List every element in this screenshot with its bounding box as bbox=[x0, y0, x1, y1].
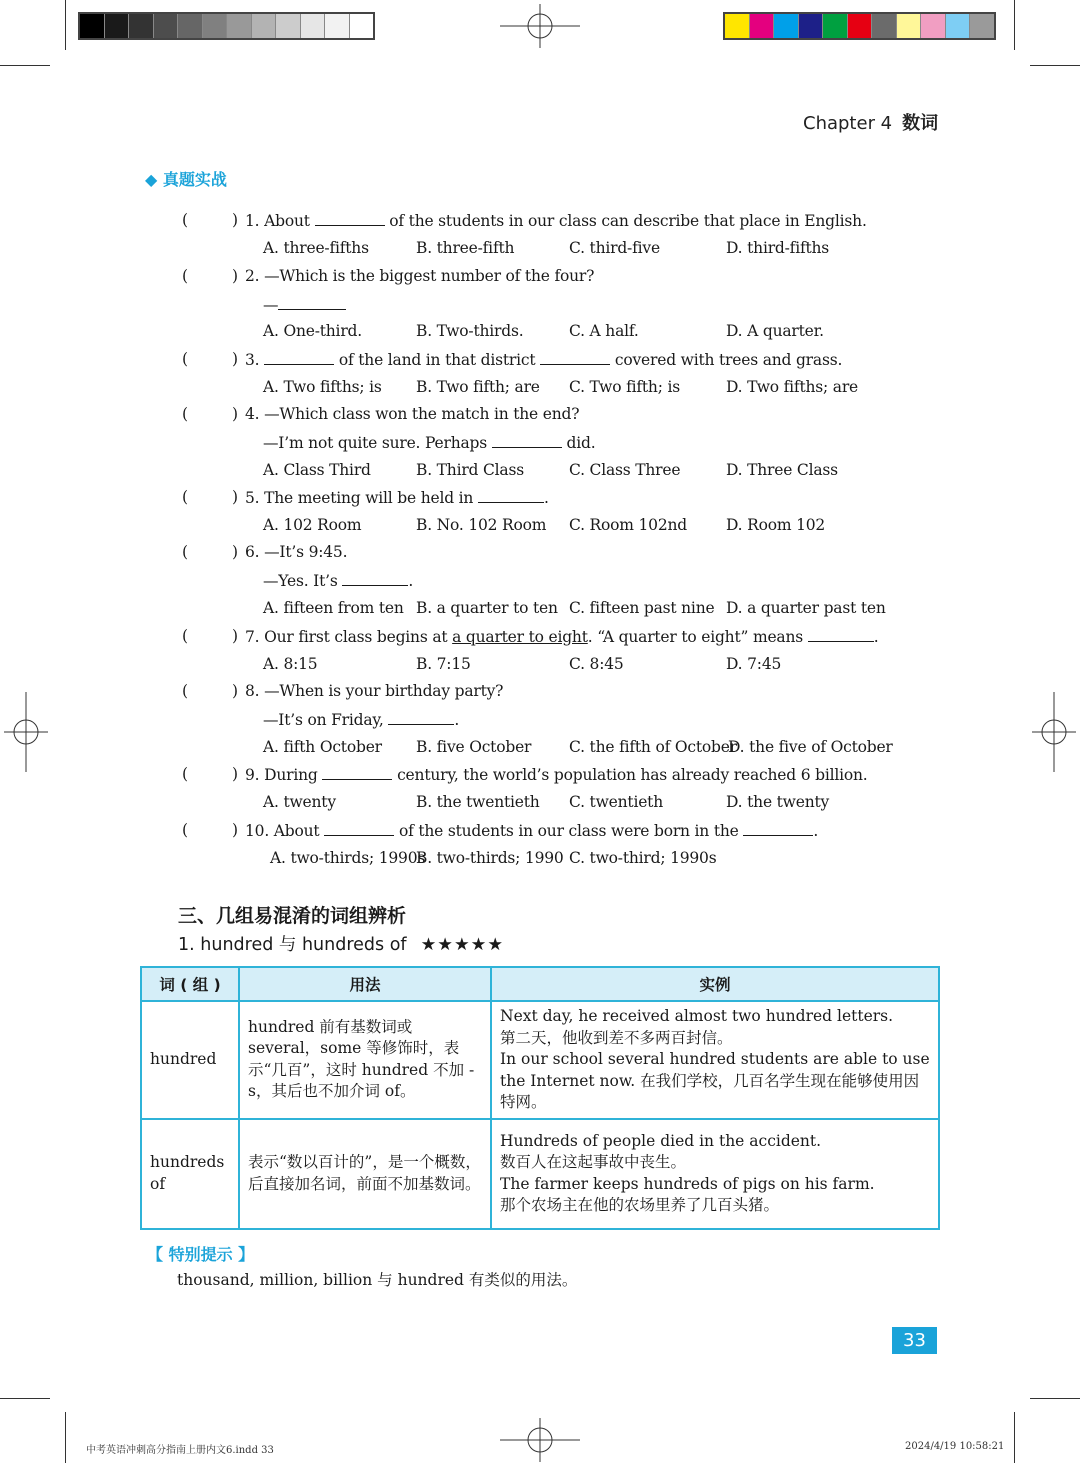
example-line: Next day, he received almost two hundred letters. bbox=[500, 1007, 894, 1025]
option-b: B. Two-thirds. bbox=[416, 322, 524, 340]
question-4: 4. —Which class won the match in the end? bbox=[245, 405, 580, 423]
gray-swatch bbox=[227, 14, 252, 38]
blank bbox=[264, 350, 334, 365]
option-d: D. Three Class bbox=[726, 461, 838, 479]
process-color-bar bbox=[723, 12, 996, 40]
answer-paren: ) bbox=[232, 821, 239, 839]
option-d: D. the twenty bbox=[726, 793, 830, 811]
gray-swatch bbox=[252, 14, 277, 38]
page-number: 33 bbox=[892, 1327, 937, 1354]
option-b: B. 7:15 bbox=[416, 655, 471, 673]
example-line: 那个农场主在他的农场里养了几百头猪。 bbox=[500, 1196, 780, 1214]
answer-paren: ) bbox=[232, 350, 239, 368]
underlined-phrase: a quarter to eight bbox=[452, 628, 588, 646]
table-row bbox=[141, 1119, 939, 1229]
option-d: D. Two fifths; are bbox=[726, 378, 859, 396]
subtitle-text: 1. hundred 与 hundreds of bbox=[178, 935, 407, 955]
question-2-answer-line: — bbox=[263, 295, 346, 314]
example-line: The farmer keeps hundreds of pigs on his farm. bbox=[500, 1174, 875, 1193]
special-tip-heading: 【 特别提示 】 bbox=[147, 1245, 255, 1264]
table-row bbox=[141, 1001, 939, 1119]
star-rating: ★★★★★ bbox=[420, 935, 505, 955]
answer-paren: ( bbox=[182, 211, 189, 229]
color-swatch bbox=[725, 14, 750, 38]
gray-color-bar bbox=[78, 12, 375, 40]
option-a: A. three-fifths bbox=[263, 239, 369, 257]
gray-swatch bbox=[80, 14, 105, 38]
blank bbox=[492, 433, 562, 448]
answer-paren: ( bbox=[182, 821, 189, 839]
option-c: C. Two fifth; is bbox=[569, 378, 680, 396]
blank bbox=[743, 821, 813, 836]
option-b: B. a quarter to ten bbox=[416, 599, 558, 617]
answer-paren: ) bbox=[232, 211, 239, 229]
usage-table bbox=[140, 966, 940, 1230]
option-a: A. Class Third bbox=[263, 461, 371, 479]
option-a: A. fifth October bbox=[263, 738, 382, 756]
gray-swatch bbox=[178, 14, 203, 38]
color-swatch bbox=[799, 14, 824, 38]
answer-paren: ) bbox=[232, 682, 239, 700]
option-c: C. the fifth of October bbox=[569, 738, 737, 756]
answer-paren: ( bbox=[182, 267, 189, 285]
example-line: 数百人在这起事故中丧生。 bbox=[500, 1153, 687, 1171]
chapter-number: Chapter 4 bbox=[803, 113, 893, 134]
example-line: 第二天，他收到差不多两百封信。 bbox=[500, 1028, 733, 1047]
gray-swatch bbox=[325, 14, 350, 38]
option-b: B. Third Class bbox=[416, 461, 524, 479]
answer-paren: ) bbox=[232, 405, 239, 423]
option-d: D. Room 102 bbox=[726, 516, 826, 534]
option-c: C. Room 102nd bbox=[569, 516, 688, 534]
answer-paren: ( bbox=[182, 627, 189, 645]
registration-mark-left bbox=[4, 692, 48, 772]
option-d: D. A quarter. bbox=[726, 322, 824, 340]
section-3-title: 三、几组易混淆的词组辨析 bbox=[178, 905, 407, 927]
gray-swatch bbox=[203, 14, 228, 38]
option-a: A. two-thirds; 1990s bbox=[270, 849, 426, 867]
examples-cell bbox=[491, 1001, 939, 1119]
option-b: B. two-thirds; 1990 bbox=[416, 849, 564, 867]
color-swatch bbox=[750, 14, 775, 38]
chapter-title: 数词 bbox=[902, 113, 939, 134]
option-c: C. fifteen past nine bbox=[569, 599, 715, 617]
question-1: 1. About of the students in our class can describe that place in English. bbox=[245, 212, 867, 230]
section-heading: ◆ 真题实战 bbox=[145, 170, 227, 189]
option-a: A. One-third. bbox=[263, 322, 362, 340]
question-7: 7. Our first class begins at a quarter to eight. “A quarter to eight” means . bbox=[245, 628, 879, 646]
column-header-usage: 用法 bbox=[239, 967, 491, 1001]
option-c: C. twentieth bbox=[569, 793, 663, 811]
option-a: A. 102 Room bbox=[263, 516, 362, 534]
answer-paren: ) bbox=[232, 627, 239, 645]
question-6-answer-line: —Yes. It’s . bbox=[263, 572, 414, 590]
option-c: C. A half. bbox=[569, 322, 639, 340]
answer-paren: ( bbox=[182, 682, 189, 700]
answer-paren: ) bbox=[232, 488, 239, 506]
color-swatch bbox=[946, 14, 971, 38]
option-b: B. three-fifth bbox=[416, 239, 515, 257]
option-c: C. Class Three bbox=[569, 461, 681, 479]
answer-paren: ( bbox=[182, 543, 189, 561]
color-swatch bbox=[823, 14, 848, 38]
question-9: 9. During century, the world’s population has already reached 6 billion. bbox=[245, 766, 868, 784]
option-d: D. a quarter past ten bbox=[726, 599, 886, 617]
option-a: A. fifteen from ten bbox=[263, 599, 404, 617]
option-b: B. Two fifth; are bbox=[416, 378, 540, 396]
option-d: D. the five of October bbox=[728, 738, 893, 756]
option-a: A. twenty bbox=[263, 793, 336, 811]
usage-cell: hundred 前有基数词或 several，some 等修饰时，表示“几百”，这时 hundred 不加 -s，其后也不加介词 of。 bbox=[239, 1001, 491, 1119]
color-swatch bbox=[848, 14, 873, 38]
blank bbox=[324, 821, 394, 836]
question-8-answer-line: —It’s on Friday, . bbox=[263, 711, 460, 729]
color-swatch bbox=[774, 14, 799, 38]
color-swatch bbox=[921, 14, 946, 38]
answer-paren: ( bbox=[182, 488, 189, 506]
option-b: B. the twentieth bbox=[416, 793, 540, 811]
question-4-answer-line: —I’m not quite sure. Perhaps did. bbox=[263, 434, 596, 452]
color-swatch bbox=[897, 14, 922, 38]
special-tip-text: thousand, million, billion 与 hundred 有类似的用法。 bbox=[177, 1271, 578, 1289]
gray-swatch bbox=[301, 14, 326, 38]
column-header-examples: 实例 bbox=[491, 967, 939, 1001]
option-c: C. 8:45 bbox=[569, 655, 624, 673]
term-cell: hundred bbox=[141, 1001, 239, 1119]
section-3-subtitle bbox=[178, 931, 504, 956]
option-a: A. Two fifths; is bbox=[263, 378, 382, 396]
blank bbox=[478, 488, 544, 503]
question-5: 5. The meeting will be held in . bbox=[245, 489, 549, 507]
question-3: 3. of the land in that district covered with trees and grass. bbox=[245, 351, 843, 369]
answer-paren: ) bbox=[232, 765, 239, 783]
column-header-term: 词 ( 组 ) bbox=[141, 967, 239, 1001]
answer-paren: ) bbox=[232, 267, 239, 285]
blank bbox=[315, 211, 385, 226]
example-line: In our school several hundred students are able to use the Internet now. 在我们学校，几百名学生现在能够使用因特网。 bbox=[500, 1050, 930, 1111]
blank bbox=[342, 571, 408, 586]
blank bbox=[388, 710, 454, 725]
slug-date: 2024/4/19 10:58:21 bbox=[905, 1441, 1005, 1452]
registration-mark-right bbox=[1032, 692, 1076, 772]
option-a: A. 8:15 bbox=[263, 655, 318, 673]
option-d: D. 7:45 bbox=[726, 655, 782, 673]
option-b: B. No. 102 Room bbox=[416, 516, 547, 534]
example-line: Hundreds of people died in the accident. bbox=[500, 1131, 822, 1150]
option-d: D. third-fifths bbox=[726, 239, 830, 257]
blank bbox=[322, 765, 392, 780]
answer-paren: ( bbox=[182, 350, 189, 368]
answer-paren: ) bbox=[232, 543, 239, 561]
table-header-row bbox=[141, 967, 939, 1001]
question-2: 2. —Which is the biggest number of the four? bbox=[245, 267, 595, 285]
usage-cell: 表示“数以百计的”，是一个概数，后直接加名词，前面不加基数词。 bbox=[239, 1119, 491, 1229]
registration-mark-bottom bbox=[500, 1418, 580, 1462]
blank bbox=[808, 627, 874, 642]
color-swatch bbox=[872, 14, 897, 38]
examples-cell bbox=[491, 1119, 939, 1229]
question-10: 10. About of the students in our class were born in the . bbox=[245, 822, 819, 840]
gray-swatch bbox=[154, 14, 179, 38]
option-c: C. two-third; 1990s bbox=[569, 849, 717, 867]
answer-paren: ( bbox=[182, 765, 189, 783]
gray-swatch bbox=[129, 14, 154, 38]
question-8: 8. —When is your birthday party? bbox=[245, 682, 504, 700]
question-6: 6. —It’s 9:45. bbox=[245, 543, 348, 561]
chapter-heading bbox=[803, 109, 938, 135]
option-b: B. five October bbox=[416, 738, 532, 756]
gray-swatch bbox=[350, 14, 374, 38]
gray-swatch bbox=[105, 14, 130, 38]
slug-file: 中考英语冲刺高分指南上册内文6.indd 33 bbox=[86, 1445, 274, 1456]
option-c: C. third-five bbox=[569, 239, 660, 257]
color-swatch bbox=[970, 14, 994, 38]
term-cell: hundreds of bbox=[141, 1119, 239, 1229]
blank bbox=[540, 350, 610, 365]
blank bbox=[278, 295, 346, 310]
registration-mark-top bbox=[500, 4, 580, 48]
answer-paren: ( bbox=[182, 405, 189, 423]
gray-swatch bbox=[276, 14, 301, 38]
